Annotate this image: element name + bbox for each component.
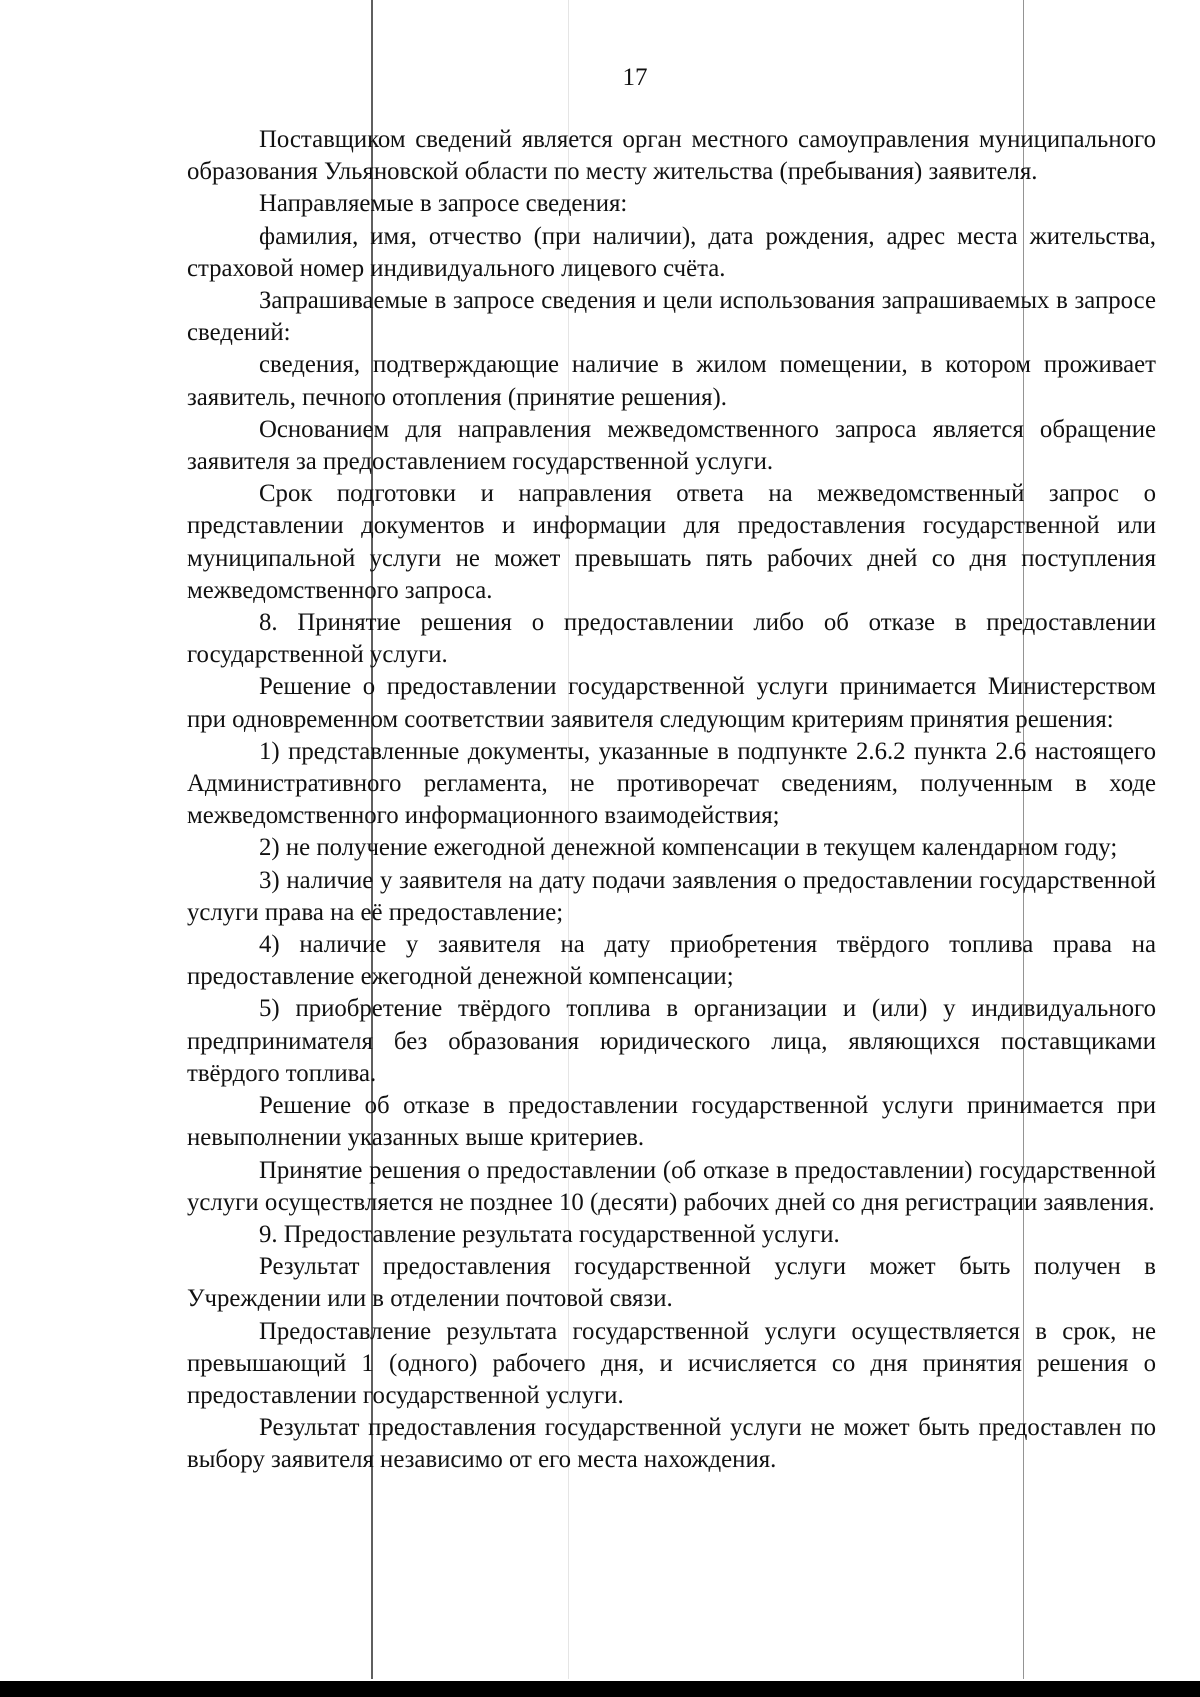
list-item: 5) приобретение твёрдого топлива в организации и (или) у индивидуального предпринимателя без образования юридического лица, являющихся поставщиками твёрдого топлива. bbox=[187, 995, 1156, 1087]
paragraph: Срок подготовки и направления ответа на межведомственный запрос о представлении документов и информации для предоставления государственной или муниципальной услуги не может превышать пять рабочих дней со дня поступления межведомственного запроса. bbox=[187, 480, 1156, 604]
paragraph: Принятие решения о предоставлении (об отказе в предоставлении) государственной услуги осуществляется не позднее 10 (десяти) рабочих дней со дня регистрации заявления. bbox=[187, 1156, 1156, 1216]
paragraph: Решение о предоставлении государственной услуги принимается Министерством при одновременном соответствии заявителя следующим критериям принятия решения: bbox=[187, 673, 1156, 733]
paragraph: Результат предоставления государственной услуги не может быть предоставлен по выбору заявителя независимо от его места нахождения. bbox=[187, 1414, 1156, 1474]
paragraph: Результат предоставления государственной услуги может быть получен в Учреждении или в отделении почтовой связи. bbox=[187, 1253, 1156, 1313]
page-number: 17 bbox=[622, 64, 648, 91]
paragraph: Решение об отказе в предоставлении государственной услуги принимается при невыполнении указанных выше критериев. bbox=[187, 1092, 1156, 1152]
paragraph: Направляемые в запросе сведения: bbox=[259, 190, 628, 218]
list-item: 4) наличие у заявителя на дату приобретения твёрдого топлива права на предоставление ежегодной денежной компенсации; bbox=[187, 931, 1156, 991]
document-body bbox=[187, 124, 1156, 1477]
paragraph: Основанием для направления межведомственного запроса является обращение заявителя за предоставлением государственной услуги. bbox=[187, 415, 1156, 476]
paragraph: Предоставление результата государственной услуги осуществляется в срок, не превышающий 1 (одного) рабочего дня, и исчисляется со дня принятия решения о предоставлении государственной услуги. bbox=[187, 1317, 1156, 1409]
scan-bottom-edge bbox=[0, 1681, 1200, 1697]
section-heading: 8. Принятие решения о предоставлении либо об отказе в предоставлении государственной услуги. bbox=[187, 609, 1156, 669]
paragraph: фамилия, имя, отчество (при наличии), дата рождения, адрес места жительства, страховой номер индивидуального лицевого счёта. bbox=[187, 222, 1156, 282]
list-item: 3) наличие у заявителя на дату подачи заявления о предоставлении государственной услуги права на её предоставление; bbox=[187, 866, 1156, 926]
paragraph: сведения, подтверждающие наличие в жилом помещении, в котором проживает заявитель, печного отопления (принятие решения). bbox=[187, 351, 1156, 411]
list-item: 2) не получение ежегодной денежной компенсации в текущем календарном году; bbox=[259, 834, 1118, 862]
section-heading: 9. Предоставление результата государственной услуги. bbox=[259, 1220, 840, 1248]
paragraph: Запрашиваемые в запросе сведения и цели использования запрашиваемых в запросе сведений: bbox=[187, 287, 1156, 347]
paragraph: Поставщиком сведений является орган местного самоуправления муниципального образования Ульяновской области по месту жительства (пребывания) заявителя. bbox=[187, 126, 1156, 186]
list-item: 1) представленные документы, указанные в подпункте 2.6.2 пункта 2.6 настоящего Административного регламента, не противоречат сведениям, полученным в ходе межведомственного информационного взаимодействия; bbox=[187, 737, 1156, 830]
